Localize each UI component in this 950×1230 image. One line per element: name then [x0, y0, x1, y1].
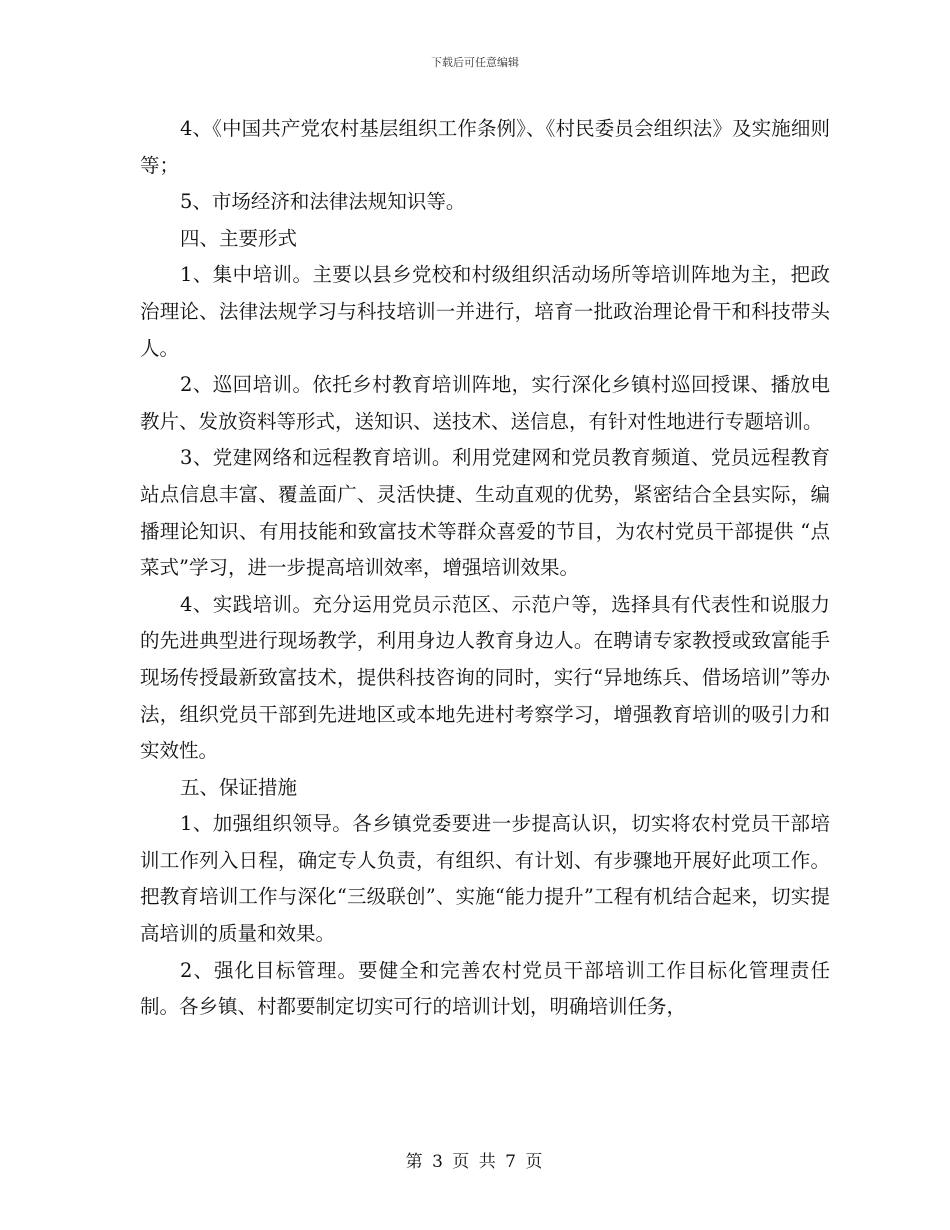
paragraph: 4、《中国共产党农村基层组织工作条例》、《村民委员会组织法》及实施细则等；: [140, 117, 830, 177]
section-heading: 四、主要形式: [180, 226, 298, 250]
paragraph: 1、加强组织领导。各乡镇党委要进一步提高认识，切实将农村党员干部培训工作列入日程，确定专人负责，有组织、有计划、有步骤地开展好此项工作。把教育培训工作与深化“三级联创”、实施“能力提升”工程有机结合起来，切实提高培训的质量和效果。: [140, 812, 830, 946]
paragraph: 2、强化目标管理。要健全和完善农村党员干部培训工作目标化管理责任制。各乡镇、村都要制定切实可行的培训计划，明确培训任务，: [140, 958, 830, 1019]
paragraph: 3、党建网络和远程教育培训。利用党建网和党员教育频道、党员远程教育站点信息丰富、覆盖面广、灵活快捷、生动直观的优势，紧密结合全县实际，编播理论知识、有用技能和致富技术等群众喜爱的节目，为农村党员干部提供 “点菜式”学习，进一步提高培训效率，增强培训效果。: [140, 446, 830, 580]
page-header: 下载后可任意编辑: [431, 56, 519, 69]
document-body: [140, 111, 830, 1026]
paragraph: 4、实践培训。充分运用党员示范区、示范户等，选择具有代表性和说服力的先进典型进行现场教学，利用身边人教育身边人。在聘请专家教授或致富能手现场传授最新致富技术，提供科技咨询的同时，实行“异地练兵、借场培训”等办法，组织党员干部到先进地区或本地先进村考察学习，增强教育培训的吸引力和实效性。: [140, 592, 830, 763]
page-number: 第 3 页 共 7 页: [405, 1152, 545, 1172]
paragraph: 5、市场经济和法律法规知识等。: [180, 190, 466, 214]
paragraph: 1、集中培训。主要以县乡党校和村级组织活动场所等培训阵地为主，把政治理论、法律法规学习与科技培训一并进行，培育一批政治理论骨干和科技带头人。: [140, 263, 830, 360]
paragraph: 2、巡回培训。依托乡村教育培训阵地，实行深化乡镇村巡回授课、播放电教片、发放资料等形式，送知识、送技术、送信息，有针对性地进行专题培训。: [140, 373, 830, 433]
section-heading: 五、保证措施: [180, 775, 298, 799]
